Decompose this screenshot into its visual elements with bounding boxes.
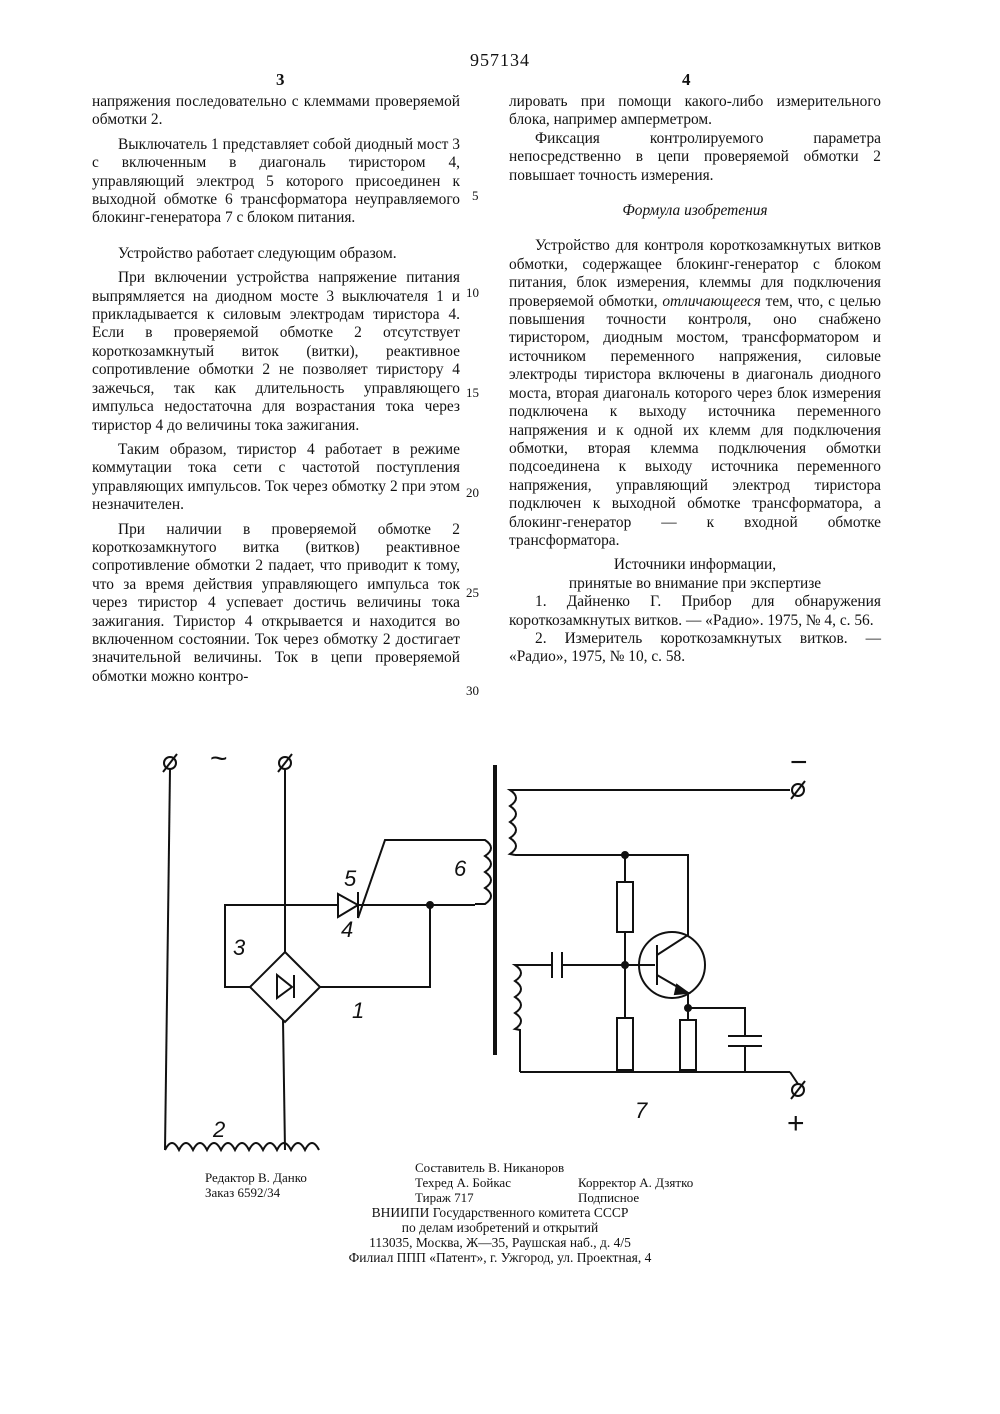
emitter-capacitor bbox=[728, 1036, 762, 1046]
left-paragraph-operation-intro: Устройство работает следующим образом. bbox=[118, 244, 397, 262]
sources-subtitle: принятые во внимание при экспертизе bbox=[568, 574, 822, 592]
diode-bridge bbox=[250, 952, 320, 1022]
footer-techred: Техред А. Бойкас bbox=[415, 1175, 511, 1190]
input-winding-top bbox=[510, 790, 516, 855]
line-number-30: 30 bbox=[466, 683, 479, 698]
reference-2: 2. Измеритель короткозамкнутых витков. — «Радио», 1975, № 10, с. 58. bbox=[509, 629, 881, 666]
upper-resistor bbox=[617, 882, 633, 932]
junction-dot bbox=[427, 902, 433, 908]
page-number-right: 4 bbox=[682, 70, 691, 89]
label-winding: 2 bbox=[213, 1117, 226, 1142]
claims-heading: Формула изобретения bbox=[622, 202, 768, 220]
left-paragraph-short-circuit: При наличии в проверяемой обмотке 2 короткозамкнутого витка (витков) реактивное сопротивление обмотки 2 падает, что приводит к тому, что за время действия управляющего импульса ток через тиристор 4 успевает достичь величины тока зажигания. Тиристор 4 открывается и находится во включенном состоянии. Ток через обмотку 2 достигает значительной величины. Ток в цепи проверяемой обмотки можно контро- bbox=[92, 520, 460, 685]
footer-address: 113035, Москва, Ж—35, Раушская наб., д. 4/5 bbox=[369, 1235, 631, 1250]
label-switch: 1 bbox=[352, 998, 365, 1023]
line-number-20: 20 bbox=[466, 485, 479, 500]
sources-title: Источники информации, bbox=[613, 556, 777, 574]
label-generator: 7 bbox=[635, 1098, 648, 1123]
test-winding-coil bbox=[165, 1143, 319, 1150]
label-output-winding: 6 bbox=[454, 856, 467, 881]
output-winding-coil bbox=[475, 840, 491, 904]
transistor bbox=[639, 915, 705, 998]
page-number-left: 3 bbox=[276, 70, 285, 89]
wire-supply bbox=[515, 855, 688, 915]
claim-text: Устройство для контроля короткозамкнутых витков обмотки, содержащее блокинг-генератор с блоком питания, блок измерения, клеммы для подключения проверяемой обмотки, отличающееся тем, что, с целью повышения точности контроля, оно снабжено тиристором, диодным мостом, трансформатором и источником переменного напряжения, силовые электроды тиристора включены в диагональ диодного моста, вторая диагональ которого через блок измерения подключена к выходу источника переменного напряжения и к одной их клемм для подключения обмотки, вторая клемма подключения обмотки подсоединена к выходу источника переменного напряжения, управляющий электрод тиристора подключен к выходной обмотке трансформатора, а блокинг-генератор — к входной обмотке трансформатора. bbox=[509, 237, 881, 549]
ac-source-symbol: ~ bbox=[210, 742, 228, 775]
label-bridge: 3 bbox=[233, 935, 246, 960]
minus-sign: − bbox=[790, 746, 808, 779]
right-paragraph-continuation: лировать при помощи какого-либо измерительного блока, например амперметром. bbox=[509, 93, 881, 129]
minus-terminal bbox=[791, 781, 805, 799]
patent-number: 957134 bbox=[470, 50, 530, 70]
left-paragraph-continuation: напряжения последовательно с клеммами проверяемой обмотки 2. bbox=[92, 93, 460, 129]
wire-bridge-right bbox=[320, 905, 430, 987]
claim-emphasis: отличающееся bbox=[662, 292, 761, 310]
label-thyristor: 4 bbox=[341, 917, 354, 942]
left-paragraph-switch-description: Выключатель 1 представляет собой диодный мост 3 с включенным в диагональ тиристором 4, управляющий электрод 5 которого присоединен к выходной обмотке 6 трансформатора неуправляемого блокинг-генератора 7 с блоком питания. bbox=[92, 135, 460, 227]
left-paragraph-power-on: При включении устройства напряжение питания выпрямляется на диодном мосте 3 выключателя 1 и прикладывается к силовым электродам тиристора 4. Если в проверяемой обмотке 2 отсутствует короткозамкнутый виток (витки), реактивное сопротивление обмотки 2 не позволяет тиристору 4 зажечься, так как длительность управляющего импульса недостаточна для возрастания тока через тиристор 4 до величины тока зажигания. bbox=[92, 269, 460, 434]
footer-compiler: Составитель В. Никаноров bbox=[415, 1160, 565, 1175]
line-number-25: 25 bbox=[466, 585, 479, 600]
label-control-electrode: 5 bbox=[344, 866, 357, 891]
plus-sign: + bbox=[787, 1107, 805, 1140]
reference-1: 1. Дайненко Г. Прибор для обнаружения короткозамкнутых витков. — «Радио». 1975, № 4, с. 56. bbox=[509, 593, 881, 629]
left-paragraph-commutation: Таким образом, тиристор 4 работает в режиме коммутации тока сети с частотой поступления управляющих импульсов. Ток через обмотку 2 при этом незначителен. bbox=[92, 440, 460, 514]
footer-branch: Филиал ППП «Патент», г. Ужгород, ул. Проектная, 4 bbox=[348, 1250, 652, 1265]
footer-organization-sub: по делам изобретений и открытий bbox=[401, 1220, 599, 1235]
footer-corrector: Корректор А. Дзятко bbox=[578, 1175, 694, 1190]
wire-left-rail bbox=[165, 769, 170, 1150]
line-number-5: 5 bbox=[472, 188, 479, 203]
footer-editor: Редактор В. Данко bbox=[205, 1170, 307, 1185]
feedback-winding bbox=[515, 965, 521, 1072]
coupling-capacitor bbox=[552, 952, 562, 978]
line-number-10: 10 bbox=[466, 285, 479, 300]
wire-plus-terminal bbox=[790, 1072, 798, 1084]
lower-resistor bbox=[617, 1018, 633, 1070]
line-number-15: 15 bbox=[466, 385, 479, 400]
right-paragraph-fixation: Фиксация контролируемого параметра непосредственно в цепи проверяемой обмотки 2 повышает точность измерения. bbox=[509, 129, 881, 184]
emitter-resistor bbox=[680, 1020, 696, 1070]
wire-bridge-bottom bbox=[283, 1020, 285, 1150]
footer-order: Заказ 6592/34 bbox=[205, 1185, 281, 1200]
footer-copies: Тираж 717 bbox=[415, 1190, 474, 1205]
footer-subscription: Подписное bbox=[578, 1190, 640, 1205]
footer-organization: ВНИИПИ Государственного комитета СССР bbox=[371, 1205, 629, 1220]
